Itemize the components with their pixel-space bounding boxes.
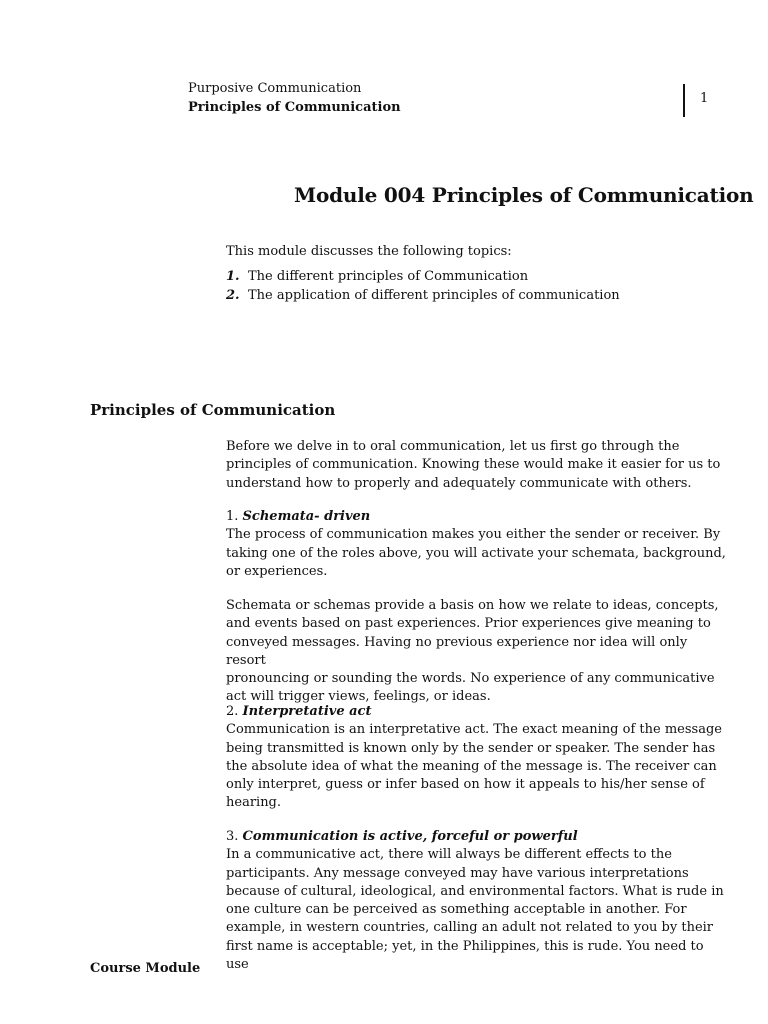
section-heading: Principles of Communication [90, 401, 336, 419]
footer-course-module: Course Module [90, 961, 201, 976]
header-divider [683, 84, 685, 117]
paragraph-line: participants. Any message conveyed may have various interpretations [226, 865, 689, 881]
paragraph-line: taking one of the roles above, you will activate your schemata, background, [226, 545, 726, 561]
list-text: The application of different principles of communication [248, 288, 620, 303]
paragraph-line: Schemata or schemas provide a basis on how we relate to ideas, concepts, [226, 598, 719, 613]
paragraph-line: understand how to properly and adequately communicate with others. [226, 475, 692, 491]
list-number: 2. [226, 288, 240, 303]
schemata-paragraph [226, 597, 726, 707]
module-title: Module 004 Principles of Communication [294, 183, 754, 207]
list-item [226, 268, 726, 287]
paragraph-line: act will trigger views, feelings, or ideas. [226, 689, 491, 705]
paragraph-line: only interpret, guess or infer based on how it appeals to his/her sense of [226, 777, 705, 793]
topic-list [226, 268, 726, 306]
principle-title: Communication is active, forceful or powerful [242, 829, 578, 844]
paragraph-line: Before we delve in to oral communication, let us first go through the [226, 439, 680, 454]
principle-title: Interpretative act [242, 704, 372, 719]
paragraph-line: one culture can be perceived as something acceptable in another. For [226, 902, 687, 918]
principle-1 [226, 508, 726, 581]
paragraph-line: conveyed messages. Having no previous experience nor idea will only resort [226, 634, 688, 668]
principle-3 [226, 828, 726, 974]
principle-heading [226, 828, 726, 846]
principle-2 [226, 703, 726, 813]
list-text: The different principles of Communication [248, 269, 529, 284]
header-course-title: Purposive Communication [188, 81, 362, 96]
page-number: 1 [700, 91, 709, 106]
intro-paragraph [226, 438, 726, 493]
header-subtitle: Principles of Communication [188, 100, 401, 115]
paragraph-line: The process of communication makes you either the sender or receiver. By [226, 527, 721, 543]
paragraph-line: hearing. [226, 795, 282, 811]
list-item [226, 287, 726, 306]
intro-text: This module discusses the following topics: [226, 244, 512, 259]
paragraph-line: pronouncing or sounding the words. No experience of any communicative [226, 671, 715, 687]
principle-title: Schemata- driven [242, 509, 371, 524]
paragraph-line: being transmitted is known only by the sender or speaker. The sender has [226, 740, 716, 756]
paragraph-line: example, in western countries, calling an adult not related to you by their [226, 920, 714, 936]
principle-number: 3. [226, 829, 243, 844]
paragraph-line: and events based on past experiences. Prior experiences give meaning to [226, 616, 711, 632]
paragraph-line: first name is acceptable; yet, in the Philippines, this is rude. You need to use [226, 938, 704, 973]
principle-number: 1. [226, 509, 243, 524]
paragraph-line: Communication is an interpretative act. The exact meaning of the message [226, 722, 722, 738]
paragraph-line: principles of communication. Knowing these would make it easier for us to [226, 457, 721, 473]
paragraph-line: the absolute idea of what the meaning of the message is. The receiver can [226, 758, 717, 774]
principle-heading [226, 508, 726, 526]
paragraph-line: In a communicative act, there will always be different effects to the [226, 847, 672, 863]
list-number: 1. [226, 269, 240, 284]
principle-number: 2. [226, 704, 243, 719]
principle-heading [226, 703, 726, 721]
paragraph-line: because of cultural, ideological, and environmental factors. What is rude in [226, 883, 724, 899]
paragraph-line: or experiences. [226, 563, 328, 579]
